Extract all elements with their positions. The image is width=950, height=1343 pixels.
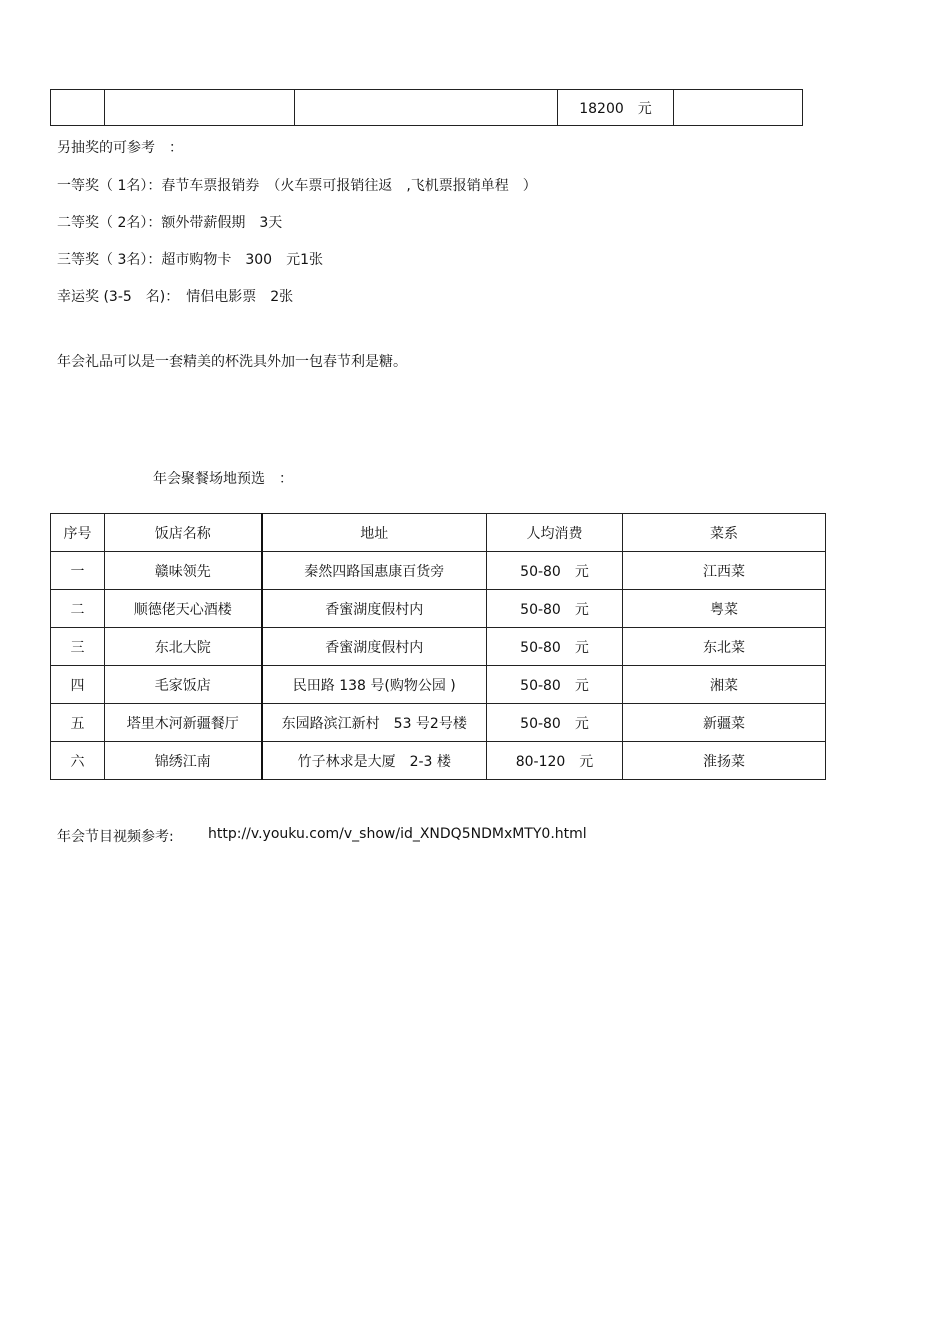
row-cuisine: 东北菜 [623,628,826,666]
row-price: 50-80 元 [487,590,623,628]
row-restaurant: 赣味领先 [105,552,262,590]
row-index: 一 [51,552,105,590]
gift-note: 年会礼品可以是一套精美的杯洗具外加一包春节利是糖。 [57,354,407,370]
row-price: 50-80 元 [487,704,623,742]
video-label: 年会节目视频参考: [57,829,174,845]
header-index: 序号 [51,514,105,552]
row-index: 二 [51,590,105,628]
row-restaurant: 毛家饭店 [105,666,262,704]
row-address: 竹子林求是大厦 2-3 楼 [262,742,487,780]
row-price: 50-80 元 [487,552,623,590]
row-price: 50-80 元 [487,628,623,666]
row-restaurant: 锦绣江南 [105,742,262,780]
header-price: 人均消费 [487,514,623,552]
video-link[interactable]: http://v.youku.com/v_show/id_XNDQ5NDMxMTY0.html [208,826,587,842]
table-row [51,90,803,126]
row-price: 80-120 元 [487,742,623,780]
row-cuisine: 江西菜 [623,552,826,590]
prize-first: 一等奖（ 1名）：春节车票报销券 （火车票可报销往返 ,飞机票报销单程 ） [57,178,537,194]
row-cuisine: 湘菜 [623,666,826,704]
table-cell [51,90,105,126]
header-address: 地址 [262,514,487,552]
row-restaurant: 东北大院 [105,628,262,666]
row-address: 香蜜湖度假村内 [262,590,487,628]
row-index: 四 [51,666,105,704]
table-cell [295,90,558,126]
table-cell [674,90,803,126]
row-index: 六 [51,742,105,780]
row-cuisine: 新疆菜 [623,704,826,742]
table-row [51,590,826,628]
header-restaurant: 饭店名称 [105,514,262,552]
budget-table [50,89,803,126]
table-row [51,742,826,780]
row-price: 50-80 元 [487,666,623,704]
row-address: 秦然四路国惠康百货旁 [262,552,487,590]
row-cuisine: 粤菜 [623,590,826,628]
table-row [51,704,826,742]
row-restaurant: 塔里木河新疆餐厅 [105,704,262,742]
header-cuisine: 菜系 [623,514,826,552]
row-address: 香蜜湖度假村内 [262,628,487,666]
lottery-intro: 另抽奖的可参考 ： [57,140,183,156]
row-index: 三 [51,628,105,666]
table-row [51,552,826,590]
venue-table [50,513,826,780]
row-restaurant: 顺德佬天心酒楼 [105,590,262,628]
row-address: 东园路滨江新村 53 号2号楼 [262,704,487,742]
table-header-row [51,514,826,552]
venue-heading: 年会聚餐场地预选 ： [153,471,293,487]
row-address: 民田路 138 号(购物公园 ) [262,666,487,704]
row-cuisine: 淮扬菜 [623,742,826,780]
row-index: 五 [51,704,105,742]
budget-total: 18200 元 [558,90,674,126]
table-row [51,628,826,666]
prize-third: 三等奖（ 3名）：超市购物卡 300 元1张 [57,252,323,268]
table-row [51,666,826,704]
table-cell [105,90,295,126]
prize-second: 二等奖（ 2名）：额外带薪假期 3天 [57,215,283,231]
prize-lucky: 幸运奖 (3-5 名)： 情侣电影票 2张 [57,289,294,305]
